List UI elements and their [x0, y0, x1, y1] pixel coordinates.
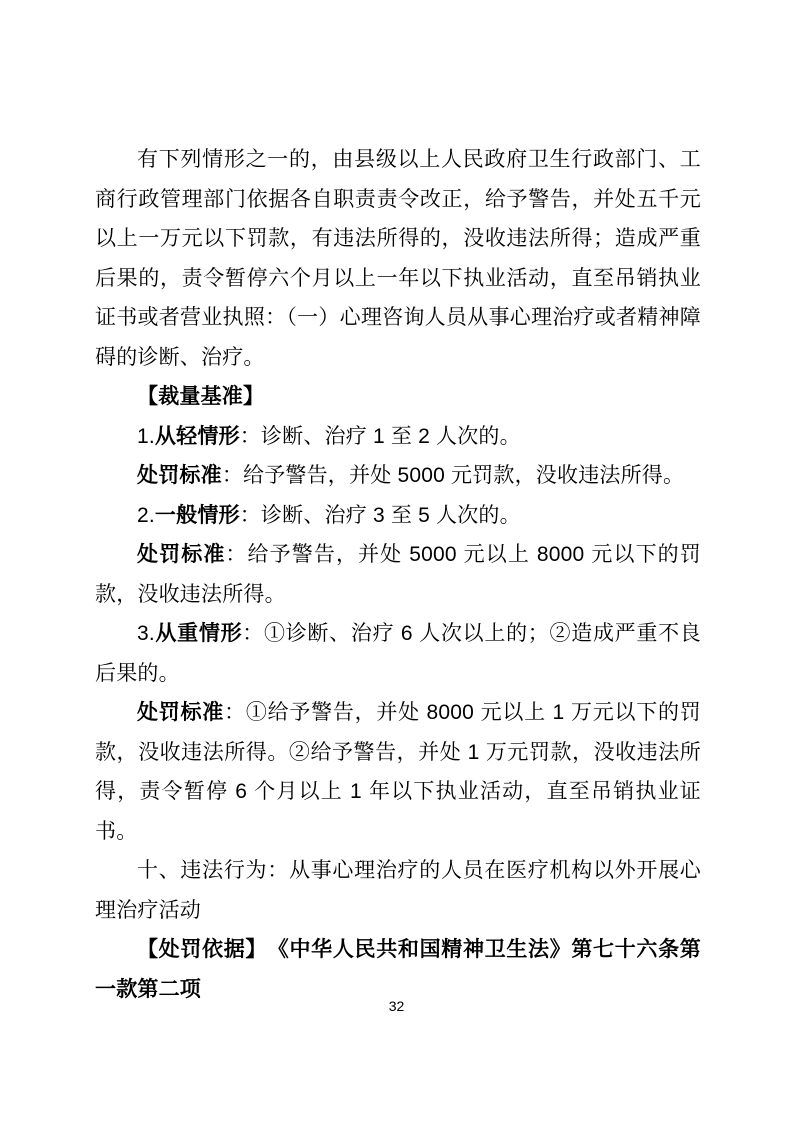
paragraph-intro: [95, 140, 701, 377]
item-severe-penalty-standard: [95, 693, 701, 851]
text-run: 十、违法行为：从事心理治疗的人员在医疗机构以外开展心理治疗活动: [95, 859, 701, 922]
text-run: 【裁量基准】: [137, 385, 265, 408]
text-run: 1.: [137, 424, 155, 448]
text-run: 处罚标准: [137, 543, 226, 566]
text-run: 从轻情形: [154, 424, 240, 448]
text-run: ：诊断、治疗 1 至 2 人次的。: [239, 424, 521, 448]
text-run: 从重情形: [154, 622, 243, 645]
item-lenient-circumstance: [95, 417, 701, 457]
heading-discretion-benchmark: [95, 377, 701, 417]
text-run: ：给予警告，并处 5000 元罚款，没收违法所得。: [221, 464, 685, 487]
text-run: 处罚标准: [137, 464, 222, 487]
text-run: 【处罚依据】 《中华人民共和国精神卫生法》第七十六条第一款第二项: [95, 938, 701, 1001]
text-run: 处罚标准: [137, 701, 225, 724]
item-general-circumstance: [95, 496, 701, 536]
text-run: ：①诊断、治疗 6 人次以上的；②造成严重不良后果的。: [95, 622, 701, 685]
text-run: ：诊断、治疗 3 至 5 人次的。: [239, 503, 521, 527]
text-run: 一般情形: [154, 503, 240, 527]
text-run: ：给予警告，并处 5000 元以上 8000 元以下的罚款，没收违法所得。: [95, 543, 701, 606]
paragraph-violation-ten: [95, 851, 701, 930]
page-number: 32: [388, 998, 405, 1014]
item-severe-circumstance: [95, 614, 701, 693]
item-lenient-penalty-standard: [95, 456, 701, 496]
text-run: ：①给予警告，并处 8000 元以上 1 万元以下的罚款，没收违法所得。②给予警告，并处 1 万元罚款，没收违法所得，责令暂停 6 个月以上 1 年以下执业活动，直至吊销执业证书。: [95, 701, 701, 843]
item-general-penalty-standard: [95, 535, 701, 614]
document-body: [95, 140, 701, 1009]
text-run: 有下列情形之一的，由县级以上人民政府卫生行政部门、工商行政管理部门依据各自职责责令改正，给予警告，并处五千元以上一万元以下罚款，有违法所得的，没收违法所得；造成严重后果的，责令暂停六个月以上一年以下执业活动，直至吊销执业证书或者营业执照：（一）心理咨询人员从事心理治疗或者精神障碍的诊断、治疗。: [95, 148, 701, 369]
text-run: 3.: [137, 622, 155, 645]
text-run: 2.: [137, 503, 155, 527]
